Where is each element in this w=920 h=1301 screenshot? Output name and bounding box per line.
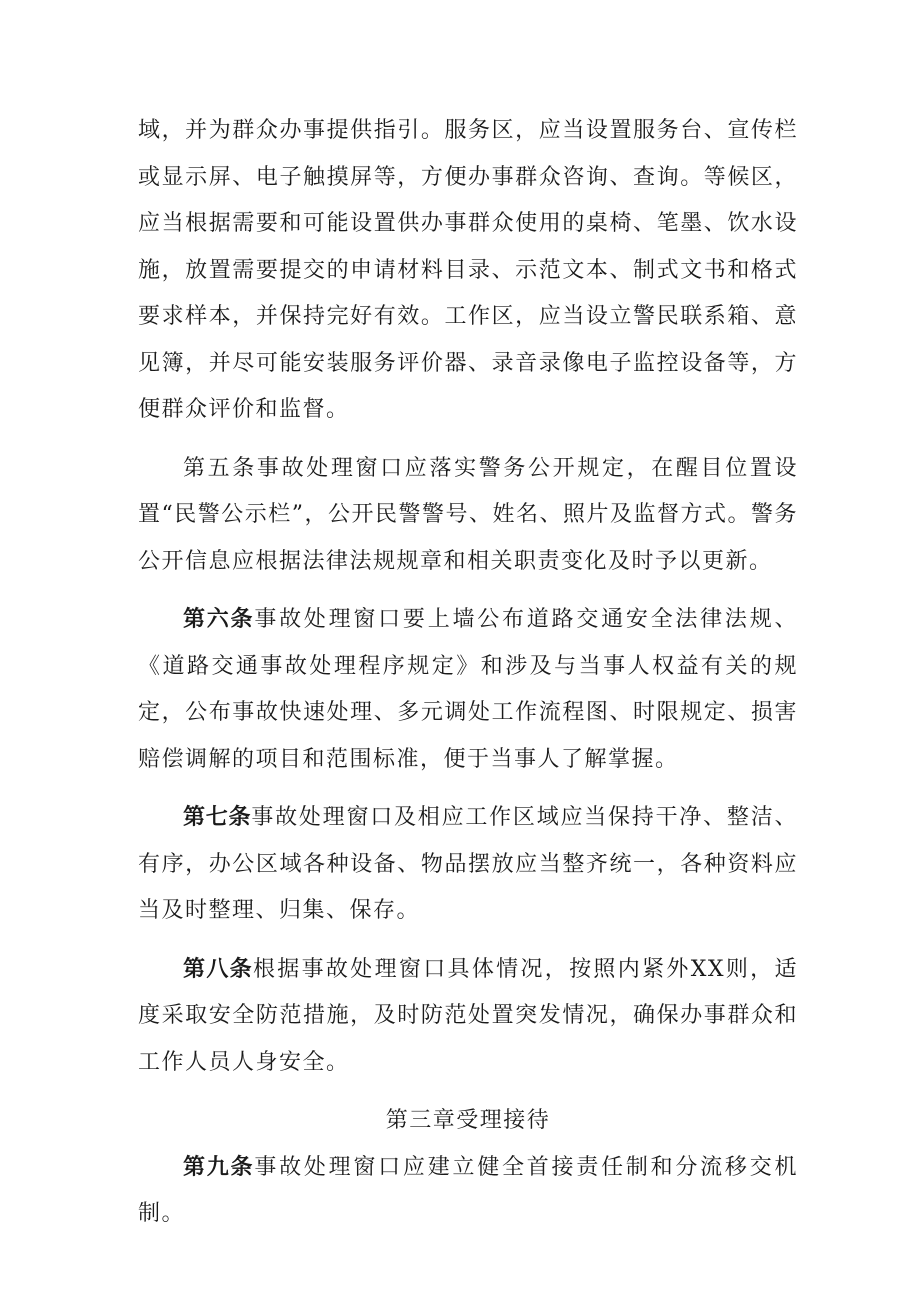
- article-6: [138, 597, 798, 783]
- article-number: 第九条: [183, 1154, 255, 1180]
- paragraph-text: 根据事故处理窗口具体情况，按照内紧外XX则，适度采取安全防范措施，及时防范处置突发情况，确保办事群众和工作人员人身安全。: [138, 956, 798, 1075]
- article-9: [138, 1145, 798, 1238]
- paragraph-1: [138, 108, 798, 434]
- article-number: 第八条: [183, 956, 253, 982]
- paragraph-text: 事故处理窗口要上墙公布道路交通安全法律法规、《道路交通事故处理程序规定》和涉及与当事人权益有关的规定，公布事故快速处理、多元调处工作流程图、时限规定、损害赔偿调解的项目和范围标准，便于当事人了解掌握。: [138, 607, 798, 772]
- paragraph-text: 事故处理窗口应建立健全首接责任制和分流移交机制。: [138, 1154, 798, 1226]
- article-8: [138, 947, 798, 1087]
- article-5: [138, 446, 798, 586]
- article-number: 第六条: [183, 607, 255, 632]
- paragraph-text: 域，并为群众办事提供指引。服务区，应当设置服务台、宣传栏或显示屏、电子触摸屏等，方便办事群众咨询、查询。等候区，应当根据需要和可能设置供办事群众使用的桌椅、笔墨、饮水设施，放置需要提交的申请材料目录、示范文本、制式文书和格式要求样本，并保持完好有效。工作区，应当设立警民联系箱、意见簿，并尽可能安装服务评价器、录音录像电子监控设备等，方便群众评价和监督。: [138, 118, 798, 422]
- article-7: [138, 795, 798, 935]
- paragraph-text: 第五条事故处理窗口应落实警务公开规定，在醒目位置设置“民警公示栏”，公开民警警号、姓名、照片及监督方式。警务公开信息应根据法律法规规章和相关职责变化及时予以更新。: [138, 455, 798, 574]
- article-number: 第七条: [183, 805, 252, 830]
- chapter-heading: 第三章受理接待: [385, 1108, 551, 1133]
- paragraph-text: 事故处理窗口及相应工作区域应当保持干净、整洁、有序，办公区域各种设备、物品摆放应当整齐统一，各种资料应当及时整理、归集、保存。: [138, 805, 798, 923]
- document-page: [138, 108, 798, 1238]
